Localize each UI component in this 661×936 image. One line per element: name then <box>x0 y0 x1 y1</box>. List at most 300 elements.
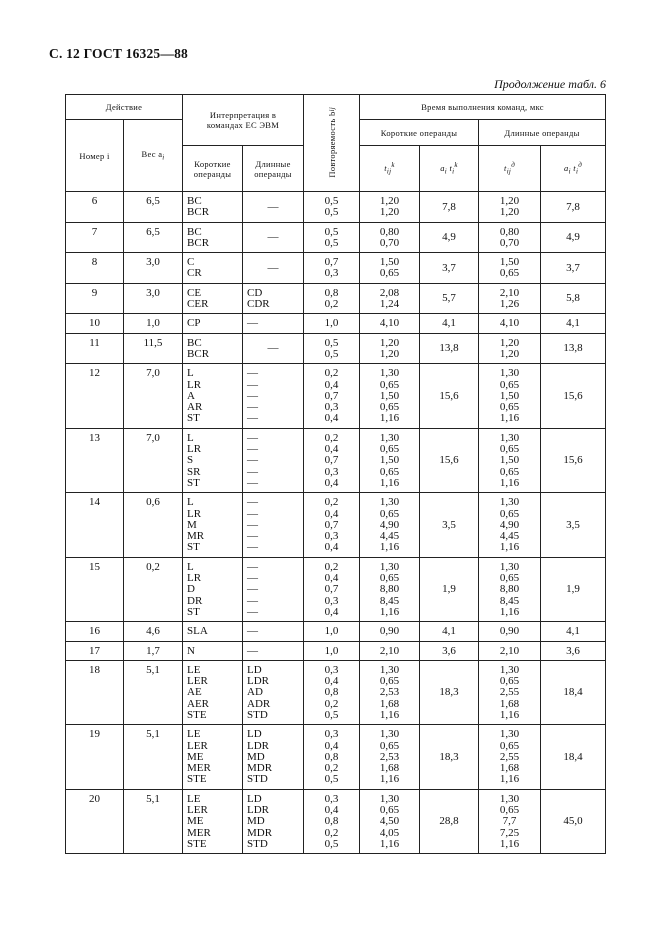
repeatability-values <box>304 428 360 492</box>
short-weighted-time: 13,8 <box>420 333 479 364</box>
short-time-values-line: 1,16 <box>379 412 400 425</box>
long-weighted-time: 3,5 <box>541 493 606 557</box>
repeatability-values-line: 1,0 <box>324 644 339 657</box>
long-time-values <box>479 493 541 557</box>
long-operand-commands <box>243 493 304 557</box>
long-time-values-line: 2,10 <box>499 644 520 657</box>
repeatability-values <box>304 364 360 428</box>
short-weighted-time: 28,8 <box>420 789 479 853</box>
repeatability-values-line: 0,5 <box>324 336 339 349</box>
row-number: 9 <box>66 283 124 314</box>
long-operand-commands <box>243 557 304 621</box>
row-weight: 3,0 <box>124 283 183 314</box>
long-weighted-time: 3,6 <box>541 641 606 660</box>
short-time-values <box>360 192 420 223</box>
long-time-values-line: 1,16 <box>499 476 520 489</box>
long-operand-commands-line: CDR <box>247 298 270 311</box>
long-operand-commands-line: — <box>247 317 259 330</box>
long-operand-commands-line: AD <box>247 686 263 699</box>
repeatability-values-line: 0,4 <box>324 739 339 752</box>
repeatability-values-line: 0,4 <box>324 507 339 520</box>
short-time-values-line: 1,16 <box>379 708 400 721</box>
short-operand-commands-line: MER <box>187 826 211 839</box>
short-operand-commands <box>183 222 243 253</box>
long-weighted-time: 45,0 <box>541 789 606 853</box>
short-time-values-line: 1,68 <box>379 697 400 710</box>
long-operand-commands-line: — <box>247 530 259 543</box>
long-time-values-line: 4,10 <box>499 317 520 330</box>
short-time-values-line: 1,20 <box>379 347 400 360</box>
long-time-values-line: 1,20 <box>499 347 520 360</box>
long-operand-commands-line: STD <box>247 837 268 850</box>
short-operand-commands-line: CR <box>187 267 202 280</box>
short-operand-commands <box>183 789 243 853</box>
long-time-values-line: 0,65 <box>499 465 520 478</box>
short-time-values-line: 1,30 <box>379 431 400 444</box>
short-weighted-time: 3,5 <box>420 493 479 557</box>
repeatability-values-line: 0,3 <box>324 530 339 543</box>
long-operand-commands-line: MD <box>247 750 265 763</box>
short-time-values <box>360 253 420 284</box>
long-time-values-line: 0,65 <box>499 507 520 520</box>
row-number: 18 <box>66 660 124 724</box>
short-operand-commands-line: ME <box>187 750 204 763</box>
short-time-values-line: 4,90 <box>379 518 400 531</box>
long-time-values-line: 0,65 <box>499 401 520 414</box>
long-weighted-time: 4,1 <box>541 622 606 641</box>
long-operand-commands-line: LD <box>247 728 262 741</box>
repeatability-values-line: 0,3 <box>324 728 339 741</box>
row-number: 15 <box>66 557 124 621</box>
long-time-values-line: 1,30 <box>499 728 520 741</box>
row-number: 13 <box>66 428 124 492</box>
short-operand-commands-line: ST <box>187 541 200 554</box>
long-time-values <box>479 192 541 223</box>
row-number: 16 <box>66 622 124 641</box>
short-operand-commands-line: CP <box>187 317 201 330</box>
long-time-values-line: 0,65 <box>499 378 520 391</box>
long-operand-commands-line: CD <box>247 286 263 299</box>
repeatability-values-line: 0,2 <box>324 826 339 839</box>
short-time-values <box>360 428 420 492</box>
short-operand-commands-line: STE <box>187 837 207 850</box>
long-operand-commands-line: LD <box>247 663 262 676</box>
short-operand-commands-line: LR <box>187 443 202 456</box>
row-number: 8 <box>66 253 124 284</box>
row-weight: 1,7 <box>124 641 183 660</box>
short-time-values <box>360 493 420 557</box>
long-time-values <box>479 364 541 428</box>
row-number: 7 <box>66 222 124 253</box>
short-operand-commands <box>183 493 243 557</box>
long-time-values-line: 0,65 <box>499 804 520 817</box>
long-time-values-line: 0,70 <box>499 236 520 249</box>
short-operand-commands-line: M <box>187 518 197 531</box>
table-row <box>66 222 606 253</box>
repeatability-values-line: 0,2 <box>324 496 339 509</box>
repeatability-values <box>304 253 360 284</box>
short-time-values-line: 1,30 <box>379 792 400 805</box>
long-time-values-line: 1,20 <box>499 206 520 219</box>
short-time-values-line: 0,65 <box>379 739 400 752</box>
short-operand-commands <box>183 364 243 428</box>
short-operand-commands <box>183 725 243 789</box>
short-operand-commands-line: SLA <box>187 625 208 638</box>
repeatability-values-line: 0,2 <box>324 697 339 710</box>
repeatability-values-line: 0,2 <box>324 431 339 444</box>
short-operand-commands-line: ST <box>187 605 200 618</box>
long-weighted-time: 1,9 <box>541 557 606 621</box>
repeatability-values-line: 0,7 <box>324 256 339 269</box>
long-operand-commands-line: — <box>247 389 259 402</box>
repeatability-values-line: 0,4 <box>324 443 339 456</box>
long-time-values <box>479 428 541 492</box>
short-time-values-line: 1,30 <box>379 367 400 380</box>
long-operand-commands: — <box>243 192 304 223</box>
short-time-values <box>360 725 420 789</box>
long-time-values-line: 4,90 <box>499 518 520 531</box>
long-operand-commands-line: — <box>247 625 259 638</box>
long-time-values-line: 0,65 <box>499 572 520 585</box>
long-operand-commands <box>243 660 304 724</box>
repeatability-values <box>304 314 360 333</box>
repeatability-values <box>304 333 360 364</box>
repeatability-values-line: 0,5 <box>324 195 339 207</box>
repeatability-values-line: 0,8 <box>324 815 339 828</box>
long-operand-commands <box>243 364 304 428</box>
long-operand-commands-line: LD <box>247 792 262 805</box>
table-row <box>66 253 606 284</box>
row-weight: 0,6 <box>124 493 183 557</box>
row-weight: 5,1 <box>124 725 183 789</box>
repeatability-values-line: 0,3 <box>324 465 339 478</box>
repeatability-values-line: 0,3 <box>324 792 339 805</box>
short-operand-commands <box>183 622 243 641</box>
long-time-values-line: 1,50 <box>499 454 520 467</box>
repeatability-values-line: 0,4 <box>324 605 339 618</box>
header-weight: Вес $a_i$ <box>124 120 183 192</box>
long-operand-commands <box>243 283 304 314</box>
long-time-values-line: 2,55 <box>499 750 520 763</box>
long-operand-commands-line: — <box>247 583 259 596</box>
repeatability-values-line: 0,4 <box>324 804 339 817</box>
short-operand-commands-line: A <box>187 389 195 402</box>
repeatability-values-line: 0,4 <box>324 378 339 391</box>
long-operand-commands-line: STD <box>247 708 268 721</box>
long-operand-commands-line: STD <box>247 773 268 786</box>
repeatability-values-line: 0,4 <box>324 476 339 489</box>
short-time-values-line: 2,10 <box>379 644 400 657</box>
table-row <box>66 283 606 314</box>
row-weight: 6,5 <box>124 192 183 223</box>
long-time-values-line: 1,30 <box>499 367 520 380</box>
long-time-values-line: 7,7 <box>502 815 517 828</box>
repeatability-values-line: 0,2 <box>324 298 339 311</box>
long-operand-commands-line: — <box>247 560 259 573</box>
long-time-values-line: 0,65 <box>499 443 520 456</box>
row-weight: 0,2 <box>124 557 183 621</box>
short-time-values-line: 2,53 <box>379 686 400 699</box>
header-at-short: $a_i$ $t_i^k$ <box>420 146 479 192</box>
long-weighted-time: 13,8 <box>541 333 606 364</box>
long-operand-commands <box>243 314 304 333</box>
repeatability-values-line: 0,2 <box>324 762 339 775</box>
short-weighted-time: 1,9 <box>420 557 479 621</box>
long-operand-commands-line: — <box>247 431 259 444</box>
row-weight: 6,5 <box>124 222 183 253</box>
repeatability-values <box>304 283 360 314</box>
long-operand-commands-line: — <box>247 644 259 657</box>
repeatability-values <box>304 222 360 253</box>
row-weight: 11,5 <box>124 333 183 364</box>
long-time-values <box>479 725 541 789</box>
long-operand-commands: — <box>243 253 304 284</box>
table-row <box>66 641 606 660</box>
repeatability-values-line: 0,2 <box>324 367 339 380</box>
commands-table <box>65 94 606 854</box>
table-row <box>66 789 606 853</box>
short-weighted-time: 4,1 <box>420 622 479 641</box>
long-time-values-line: 1,68 <box>499 697 520 710</box>
short-time-values-line: 2,08 <box>379 286 400 299</box>
row-number: 11 <box>66 333 124 364</box>
short-weighted-time: 15,6 <box>420 428 479 492</box>
short-operand-commands <box>183 283 243 314</box>
long-time-values-line: 1,26 <box>499 298 520 311</box>
repeatability-values-line: 0,4 <box>324 675 339 688</box>
table-row <box>66 660 606 724</box>
long-operand-commands-line: — <box>247 412 259 425</box>
short-operand-commands-line: AR <box>187 401 203 414</box>
long-time-values-line: 1,30 <box>499 496 520 509</box>
long-time-values <box>479 660 541 724</box>
long-time-values <box>479 789 541 853</box>
short-time-values-line: 0,65 <box>379 267 400 280</box>
short-weighted-time: 4,1 <box>420 314 479 333</box>
short-time-values-line: 1,30 <box>379 560 400 573</box>
repeatability-values <box>304 660 360 724</box>
short-operand-commands-line: LER <box>187 739 208 752</box>
short-operand-commands <box>183 641 243 660</box>
long-time-values <box>479 314 541 333</box>
short-operand-commands-line: D <box>187 583 195 596</box>
repeatability-values-line: 0,5 <box>324 708 339 721</box>
short-time-values-line: 1,20 <box>379 195 400 207</box>
short-operand-commands-line: STE <box>187 708 207 721</box>
long-time-values-line: 8,80 <box>499 583 520 596</box>
long-time-values-line: 0,65 <box>499 675 520 688</box>
long-time-values-line: 0,80 <box>499 225 520 238</box>
long-time-values-line: 1,30 <box>499 431 520 444</box>
short-operand-commands-line: L <box>187 367 194 380</box>
short-time-values <box>360 283 420 314</box>
short-operand-commands <box>183 192 243 223</box>
short-operand-commands-line: AER <box>187 697 210 710</box>
short-operand-commands-line: BC <box>187 195 202 207</box>
header-repeatability <box>304 95 360 192</box>
long-time-values <box>479 557 541 621</box>
long-operand-commands: — <box>243 333 304 364</box>
short-operand-commands-line: LE <box>187 792 201 805</box>
repeatability-values-line: 0,5 <box>324 206 339 219</box>
header-interpretation <box>183 95 304 146</box>
short-operand-commands-line: L <box>187 431 194 444</box>
long-time-values-line: 2,10 <box>499 286 520 299</box>
short-time-values-line: 1,24 <box>379 298 400 311</box>
short-time-values-line: 1,16 <box>379 476 400 489</box>
header-short-operands: Короткие операнды <box>183 146 243 192</box>
short-operand-commands-line: BCR <box>187 206 210 219</box>
long-operand-commands-line: — <box>247 465 259 478</box>
short-time-values <box>360 641 420 660</box>
long-operand-commands-line: MDR <box>247 762 273 775</box>
short-operand-commands <box>183 428 243 492</box>
repeatability-values-line: 0,4 <box>324 541 339 554</box>
repeatability-values-line: 1,0 <box>324 317 339 330</box>
header-exec-time: Время выполнения команд, мкс <box>360 95 606 120</box>
repeatability-values-line: 0,7 <box>324 389 339 402</box>
long-operand-commands-line: LDR <box>247 804 270 817</box>
long-weighted-time: 4,9 <box>541 222 606 253</box>
short-time-values <box>360 314 420 333</box>
table-row <box>66 364 606 428</box>
long-operand-commands <box>243 622 304 641</box>
long-operand-commands-line: — <box>247 605 259 618</box>
repeatability-values <box>304 622 360 641</box>
header-interpretation-text: Интерпретация в командах ЕС ЭВМ <box>206 110 280 130</box>
header-at-long: $a_i$ $t_i^д$ <box>541 146 606 192</box>
repeatability-values-line: 0,4 <box>324 572 339 585</box>
long-time-values-line: 1,30 <box>499 792 520 805</box>
short-time-values <box>360 222 420 253</box>
row-number: 17 <box>66 641 124 660</box>
short-time-values-line: 0,65 <box>379 465 400 478</box>
long-time-values-line: 0,65 <box>499 739 520 752</box>
long-operand-commands-line: — <box>247 541 259 554</box>
table-row <box>66 428 606 492</box>
short-operand-commands-line: BCR <box>187 236 210 249</box>
repeatability-values-line: 0,5 <box>324 225 339 238</box>
short-time-values-line: 0,70 <box>379 236 400 249</box>
short-operand-commands-line: BCR <box>187 347 210 360</box>
header-action: Действие <box>66 95 183 120</box>
short-time-values-line: 1,20 <box>379 336 400 349</box>
short-time-values-line: 0,65 <box>379 675 400 688</box>
long-operand-commands-line: — <box>247 572 259 585</box>
short-time-values-line: 0,65 <box>379 572 400 585</box>
short-operand-commands-line: LR <box>187 378 202 391</box>
long-time-values <box>479 222 541 253</box>
short-time-values-line: 0,65 <box>379 507 400 520</box>
short-time-values-line: 1,30 <box>379 728 400 741</box>
short-time-values-line: 1,16 <box>379 541 400 554</box>
long-weighted-time: 18,4 <box>541 725 606 789</box>
repeatability-values-line: 0,3 <box>324 401 339 414</box>
repeatability-values-line: 0,5 <box>324 773 339 786</box>
header-repeatability-label: Повторяемость bij <box>326 106 337 178</box>
short-time-values <box>360 333 420 364</box>
short-operand-commands-line: STE <box>187 773 207 786</box>
long-time-values-line: 2,55 <box>499 686 520 699</box>
table-continuation-note: Продолжение табл. 6 <box>494 77 606 91</box>
repeatability-values-line: 0,5 <box>324 837 339 850</box>
short-time-values <box>360 364 420 428</box>
short-operand-commands-line: CER <box>187 298 209 311</box>
long-operand-commands-line: — <box>247 454 259 467</box>
short-time-values-line: 1,20 <box>379 206 400 219</box>
row-weight: 7,0 <box>124 364 183 428</box>
repeatability-values <box>304 641 360 660</box>
long-weighted-time: 3,7 <box>541 253 606 284</box>
short-weighted-time: 18,3 <box>420 660 479 724</box>
short-operand-commands-line: LER <box>187 804 208 817</box>
long-time-values-line: 7,25 <box>499 826 520 839</box>
row-weight: 4,6 <box>124 622 183 641</box>
short-weighted-time: 4,9 <box>420 222 479 253</box>
short-weighted-time: 3,6 <box>420 641 479 660</box>
long-time-values-line: 1,68 <box>499 762 520 775</box>
table-row <box>66 493 606 557</box>
row-weight: 5,1 <box>124 660 183 724</box>
short-operand-commands-line: ST <box>187 412 200 425</box>
short-time-values <box>360 622 420 641</box>
long-time-values-line: 4,45 <box>499 530 520 543</box>
long-operand-commands-line: — <box>247 518 259 531</box>
short-operand-commands-line: ME <box>187 815 204 828</box>
long-operand-commands <box>243 641 304 660</box>
row-number: 12 <box>66 364 124 428</box>
repeatability-values-line: 0,3 <box>324 267 339 280</box>
long-time-values-line: 1,50 <box>499 256 520 269</box>
table-row <box>66 333 606 364</box>
long-operand-commands <box>243 789 304 853</box>
long-weighted-time: 15,6 <box>541 364 606 428</box>
short-operand-commands <box>183 557 243 621</box>
short-operand-commands-line: LR <box>187 572 202 585</box>
short-operand-commands-line: S <box>187 454 194 467</box>
short-operand-commands-line: N <box>187 644 195 657</box>
repeatability-values-line: 0,7 <box>324 454 339 467</box>
repeatability-values-line: 0,7 <box>324 518 339 531</box>
short-time-values-line: 1,16 <box>379 837 400 850</box>
repeatability-values-line: 0,5 <box>324 347 339 360</box>
long-time-values <box>479 641 541 660</box>
row-weight: 7,0 <box>124 428 183 492</box>
long-time-values-line: 0,65 <box>499 267 520 280</box>
short-operand-commands-line: L <box>187 560 194 573</box>
table-body <box>66 192 606 854</box>
row-weight: 5,1 <box>124 789 183 853</box>
short-operand-commands <box>183 253 243 284</box>
long-time-values-line: 1,16 <box>499 412 520 425</box>
header-long-ops-time: Длинные операнды <box>479 120 606 146</box>
long-time-values-line: 8,45 <box>499 594 520 607</box>
repeatability-values-line: 0,4 <box>324 412 339 425</box>
long-operand-commands-line: MDR <box>247 826 273 839</box>
table-row <box>66 192 606 223</box>
long-operand-commands-line: LDR <box>247 739 270 752</box>
long-time-values-line: 1,16 <box>499 837 520 850</box>
long-operand-commands-line: — <box>247 378 259 391</box>
row-number: 6 <box>66 192 124 223</box>
repeatability-values <box>304 725 360 789</box>
repeatability-values-line: 0,8 <box>324 750 339 763</box>
short-operand-commands <box>183 660 243 724</box>
short-time-values-line: 1,50 <box>379 454 400 467</box>
short-time-values-line: 4,05 <box>379 826 400 839</box>
long-operand-commands-line: MD <box>247 815 265 828</box>
long-weighted-time: 7,8 <box>541 192 606 223</box>
